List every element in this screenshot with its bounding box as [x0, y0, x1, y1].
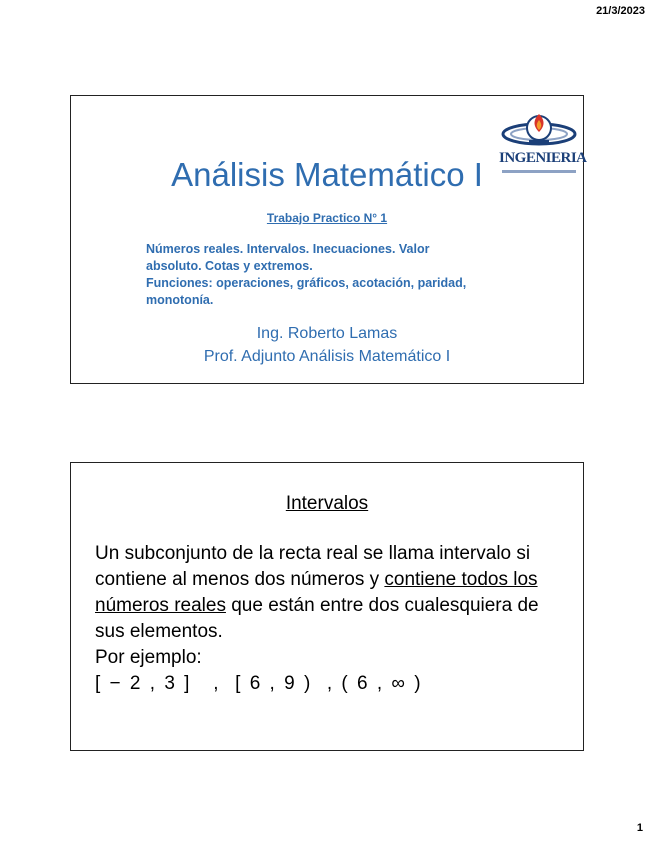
logo-emblem-icon [499, 106, 579, 156]
definition-part: Un subconjunto de la recta real se llama intervalo si contiene al menos dos números y [95, 543, 531, 590]
definition-paragraph [95, 541, 565, 645]
slide-2 [70, 462, 584, 751]
definition-emphasis: números reales [95, 595, 226, 616]
definition-text [95, 541, 565, 671]
course-title: Análisis Matemático I [171, 156, 483, 193]
topic-item: Números reales. Intervalos. Inecuaciones. Valor absoluto. Cotas y extremos. [146, 242, 430, 273]
page-number: 1 [636, 822, 643, 834]
slide-title: Intervalos [285, 493, 369, 514]
author-name: Ing. Roberto Lamas [256, 325, 398, 342]
definition-part: que están entre dos cualesquiera de sus elementos. [95, 595, 539, 642]
assignment-title: Trabajo Practico N° 1 [266, 211, 388, 225]
logo-text: INGENIERIA [499, 150, 587, 166]
definition-emphasis: contiene todos los [384, 569, 538, 590]
topic-item: Funciones: operaciones, gráficos, acotación, paridad, monotonía. [146, 276, 467, 307]
author-position: Prof. Adjunto Análisis Matemático I [203, 348, 451, 365]
topic-list [146, 241, 486, 309]
interval-examples: [ − 2 , 3 ] , [ 6 , 9 ) , ( 6 , ∞ ) [95, 673, 423, 694]
author-block [71, 322, 583, 368]
slide-1 [70, 95, 587, 384]
example-label: Por ejemplo: [95, 647, 202, 668]
print-date: 21/3/2023 [596, 5, 645, 17]
